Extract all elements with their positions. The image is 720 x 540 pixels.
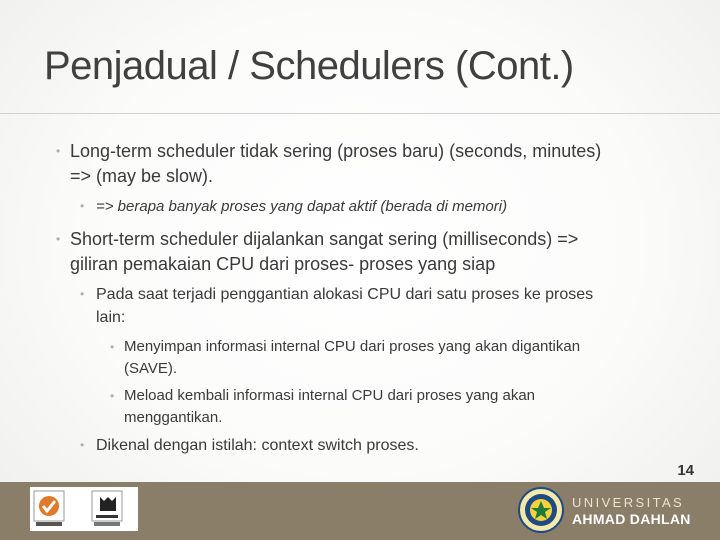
sub-bullet-text: => berapa banyak proses yang dapat aktif (berada di memori) (96, 198, 508, 215)
bullet-text: Long-term scheduler tidak sering (proses baru) (seconds, minutes) (70, 141, 602, 161)
sub-sub-bullet-text: Menyimpan informasi internal CPU dari proses yang akan digantikan (124, 338, 581, 355)
title-divider (0, 113, 720, 114)
sub-sub-bullet-text: Meload kembali informasi internal CPU dari proses yang akan (124, 387, 536, 404)
university-name-line2: AHMAD DAHLAN (572, 511, 691, 527)
bullet-text: => (may be slow). (70, 166, 214, 186)
bullet-marker: • (110, 389, 115, 403)
bullet-text: Short-term scheduler dijalankan sangat sering (milliseconds) => (70, 229, 579, 249)
sub-bullet-text: lain: (96, 309, 126, 326)
bullet-marker: • (56, 232, 61, 246)
sub-sub-bullet-text: (SAVE). (124, 360, 178, 377)
page-number: 14 (677, 462, 694, 479)
slide-title: Penjadual / Schedulers (Cont.) (44, 44, 574, 88)
sub-bullet-text: Pada saat terjadi penggantian alokasi CPU dari satu proses ke proses (96, 286, 594, 303)
bullet-marker: • (80, 438, 85, 452)
bullet-text: giliran pemakaian CPU dari proses- proses yang siap (70, 254, 496, 274)
university-name-line1: UNIVERSITAS (572, 495, 685, 510)
sub-bullet-text: Dikenal dengan istilah: context switch proses. (96, 437, 419, 454)
bullet-marker: • (110, 340, 115, 354)
bullet-marker: • (80, 199, 85, 213)
sub-sub-bullet-text: menggantikan. (124, 409, 223, 426)
certification-badges-icon (30, 487, 138, 531)
bullet-marker: • (80, 287, 85, 301)
bullet-marker: • (56, 144, 61, 158)
university-seal-icon (518, 487, 564, 533)
